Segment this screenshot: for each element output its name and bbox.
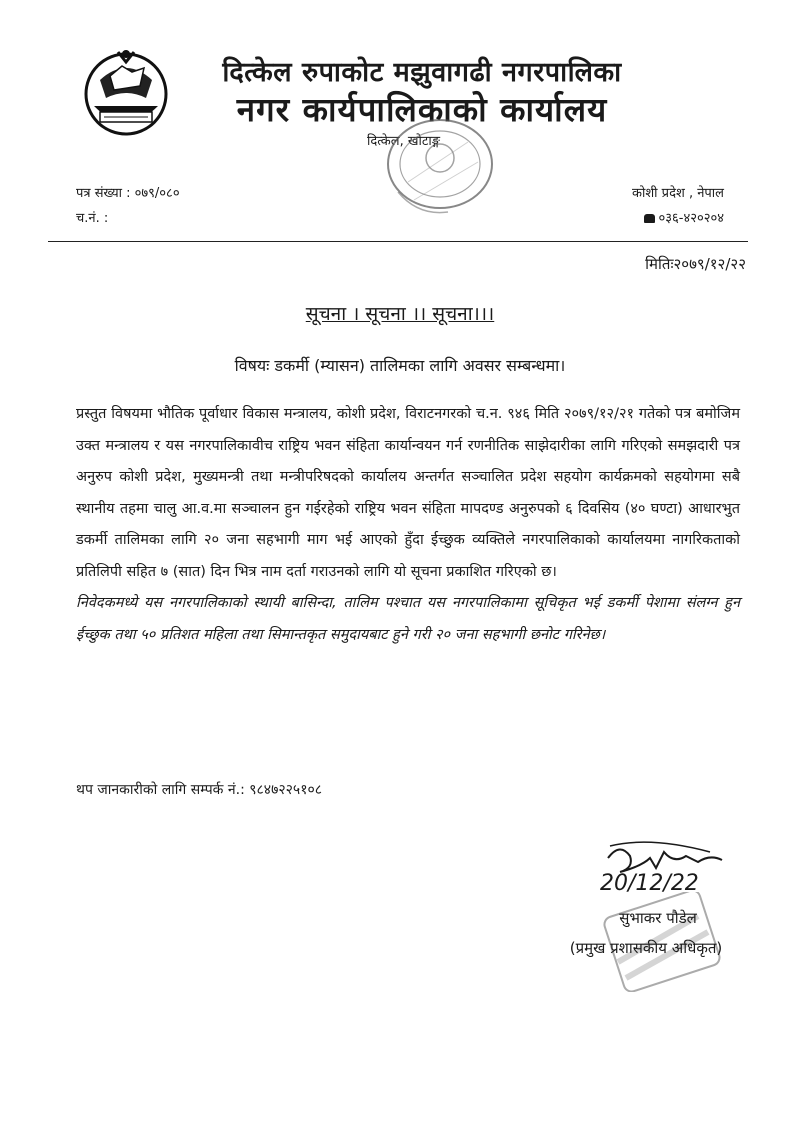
notice-title-text: सूचना । सूचना ।। सूचना।।। xyxy=(305,303,495,325)
municipality-name: दित्केल रुपाकोट मझुवागढी नगरपालिका xyxy=(222,57,622,88)
header-divider xyxy=(48,241,748,242)
signer-name: सुभाकर पौडेल xyxy=(619,909,697,927)
office-name: नगर कार्यपालिकाको कार्यालय xyxy=(236,90,608,129)
province: कोशी प्रदेश , नेपाल xyxy=(631,186,724,201)
signer-role: (प्रमुख प्रशासकीय अधिकृत) xyxy=(569,939,723,957)
handwritten-date: 20/12/22 xyxy=(600,871,699,896)
body-paragraph-selection: निवेदकमध्ये यस नगरपालिकाको स्थायी बासिन्दा, तालिम पश्चात यस नगरपालिकामा सूचिकृत भई डकर्मी पेशामा संलग्न हुन ईच्छुक तथा ५० प्रतिशत महिला तथा सिमान्तकृत समुदायबाट हुने गरी २० जना सहभागी छनोट गरिनेछ। xyxy=(76,595,740,643)
body-paragraph-main: प्रस्तुत विषयमा भौतिक पूर्वाधार विकास मन्त्रालय, कोशी प्रदेश, विराटनगरको च.न. ९४६ मिति २०७९/१२/२१ गतेको पत्र बमोजिम उक्त मन्त्रालय र यस नगरपालिकावीच राष्ट्रिय भवन संहिता कार्यान्वयन गर्न रणनीतिक साझेदारीका लागि गरिएको समझदारी पत्र अनुरुप कोशी प्रदेश, मुख्यमन्त्री तथा मन्त्रीपरिषदको कार्यालय अन्तर्गत सञ्चालित प्रदेश सहयोग कार्यक्रमको सहयोगमा सबै स्थानीय तहमा चालु आ.व.मा सञ्चालन हुन गईरहेको राष्ट्रिय भवन संहिता मापदण्ड अनुरुपको ६ दिवसिय (४० घण्टा) आधारभुत डकर्मी तालिमका लागि २० जना सहभागी माग भई आएको हुँदा ईच्छुक व्यक्तिले नगरपालिकाको कार्यालयमा नागरिकताको प्रतिलिपी सहित ७ (सात) दिन भित्र नाम दर्ता गराउनको लागि यो सूचना प्रकाशित गरिएको छ। xyxy=(76,406,740,580)
handwritten-signature xyxy=(590,838,760,898)
office-stamp-icon xyxy=(378,112,498,222)
notice-body xyxy=(76,399,740,651)
telephone-icon xyxy=(644,214,655,223)
notice-date: मितिः२०७९/१२/२२ xyxy=(645,255,746,273)
dispatch-number: च.नं. : xyxy=(76,211,109,226)
notice-subject: विषयः डकर्मी (म्यासन) तालिमका लागि अवसर सम्बन्धमा। xyxy=(234,356,566,375)
phone-line xyxy=(644,208,724,226)
notice-title xyxy=(0,300,800,326)
reference-number: पत्र संख्या : ०७९/०८० xyxy=(76,186,180,201)
phone-number: ०३६-४२०२०४ xyxy=(658,211,724,226)
office-place: दित्केल, खोटाङ्ग xyxy=(367,134,440,149)
contact-line: थप जानकारीको लागि सम्पर्क नं.: ९८४७२२५१०८ xyxy=(76,782,323,798)
nepal-emblem-icon xyxy=(80,46,172,138)
